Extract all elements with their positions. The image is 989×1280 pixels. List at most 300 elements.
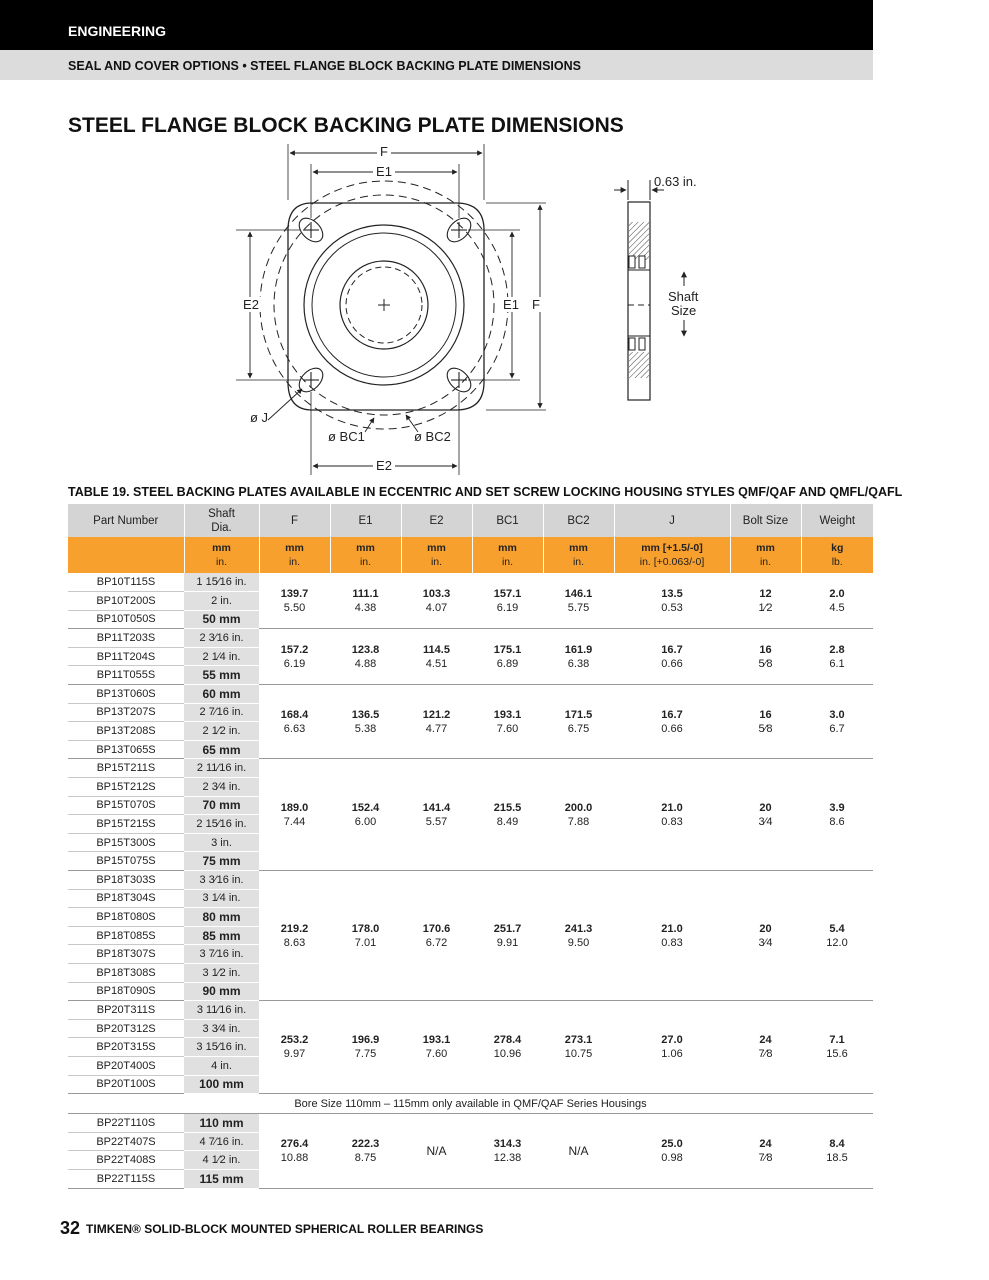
value-metric: 170.6 bbox=[422, 922, 451, 935]
table-header-row bbox=[68, 504, 873, 537]
value-bc2 bbox=[543, 573, 614, 629]
value-bolt bbox=[730, 1114, 801, 1188]
value-imperial: 5.75 bbox=[567, 601, 590, 614]
value-metric: 196.9 bbox=[351, 1034, 380, 1047]
value-imperial: 0.98 bbox=[661, 1151, 683, 1164]
value-e2 bbox=[401, 759, 472, 871]
dim-shaft: Shaft bbox=[668, 289, 699, 304]
part-number: BP18T303S bbox=[68, 871, 184, 890]
value-metric: 103.3 bbox=[422, 587, 451, 600]
value-imperial: 7.60 bbox=[425, 1048, 448, 1061]
table-row bbox=[68, 759, 873, 778]
value-j bbox=[614, 871, 730, 1001]
dim-e2-bottom: E2 bbox=[376, 458, 392, 473]
value-f bbox=[259, 871, 330, 1001]
shaft-dia: 85 mm bbox=[184, 926, 259, 945]
value-bc1 bbox=[472, 685, 543, 759]
value-imperial: 8.63 bbox=[283, 936, 306, 949]
value-metric: 21.0 bbox=[661, 801, 683, 814]
value-f bbox=[259, 759, 330, 871]
value-imperial: 4.88 bbox=[354, 657, 377, 670]
value-imperial: 7⁄8 bbox=[758, 1048, 773, 1061]
value-imperial: 0.83 bbox=[661, 936, 683, 949]
value-imperial: 6.75 bbox=[567, 722, 590, 735]
shaft-dia: 115 mm bbox=[184, 1169, 259, 1188]
unit-imperial: lb. bbox=[831, 556, 843, 568]
units-bc1 bbox=[472, 537, 543, 573]
value-metric: 276.4 bbox=[280, 1137, 309, 1150]
shaft-dia: 50 mm bbox=[184, 610, 259, 629]
value-f bbox=[259, 629, 330, 685]
value-j bbox=[614, 1001, 730, 1094]
part-number: BP18T090S bbox=[68, 982, 184, 1001]
dim-bc1: ø BC1 bbox=[328, 429, 365, 444]
value-metric: 241.3 bbox=[564, 922, 593, 935]
value-bolt bbox=[730, 685, 801, 759]
header-weight: Weight bbox=[801, 504, 873, 537]
units-e2 bbox=[401, 537, 472, 573]
value-metric: 161.9 bbox=[564, 643, 593, 656]
value-imperial: 5⁄8 bbox=[758, 657, 773, 670]
header-part: Part Number bbox=[68, 504, 184, 537]
value-bc1 bbox=[472, 573, 543, 629]
header-shaft-2: Dia. bbox=[211, 521, 232, 534]
value-weight bbox=[801, 1001, 873, 1094]
shaft-dia: 3 11⁄16 in. bbox=[184, 1001, 259, 1020]
header-shaft-1: Shaft bbox=[208, 507, 235, 520]
value-imperial: 4.07 bbox=[425, 601, 448, 614]
shaft-dia: 3 1⁄2 in. bbox=[184, 963, 259, 982]
header-e2: E2 bbox=[401, 504, 472, 537]
value-bolt bbox=[730, 1001, 801, 1094]
shaft-dia: 75 mm bbox=[184, 852, 259, 871]
value-e2 bbox=[401, 629, 472, 685]
shaft-dia: 3 3⁄16 in. bbox=[184, 871, 259, 890]
dim-size: Size bbox=[671, 303, 697, 318]
value-imperial: 0.83 bbox=[661, 815, 683, 828]
value-imperial: 6.1 bbox=[829, 657, 845, 670]
value-imperial: 6.38 bbox=[567, 657, 590, 670]
shaft-dia: 55 mm bbox=[184, 666, 259, 685]
value-imperial: 7.60 bbox=[496, 722, 519, 735]
part-number: BP20T312S bbox=[68, 1019, 184, 1038]
part-number: BP13T060S bbox=[68, 685, 184, 704]
part-number: BP22T408S bbox=[68, 1151, 184, 1170]
unit-metric: mm bbox=[285, 542, 304, 554]
part-number: BP18T085S bbox=[68, 926, 184, 945]
value-metric: 20 bbox=[759, 922, 772, 935]
value-metric: 171.5 bbox=[564, 708, 593, 721]
shaft-dia: 2 in. bbox=[184, 592, 259, 611]
units-shaft bbox=[184, 537, 259, 573]
part-number: BP20T311S bbox=[68, 1001, 184, 1020]
unit-metric: mm bbox=[569, 542, 588, 554]
value-j bbox=[614, 759, 730, 871]
value-imperial: 8.6 bbox=[829, 815, 845, 828]
dim-j: ø J bbox=[250, 410, 269, 425]
value-bolt bbox=[730, 573, 801, 629]
value-bc2 bbox=[543, 1001, 614, 1094]
part-number: BP18T308S bbox=[68, 963, 184, 982]
header-shaft bbox=[184, 504, 259, 537]
part-number: BP15T212S bbox=[68, 778, 184, 797]
value-metric: 3.0 bbox=[829, 708, 845, 721]
value-bc2 bbox=[543, 759, 614, 871]
part-number: BP15T070S bbox=[68, 796, 184, 815]
value-weight bbox=[801, 871, 873, 1001]
dim-e1-top: E1 bbox=[376, 164, 392, 179]
value-metric: 273.1 bbox=[564, 1034, 593, 1047]
shaft-dia: 100 mm bbox=[184, 1075, 259, 1094]
unit-metric: mm bbox=[756, 542, 775, 554]
value-bc1 bbox=[472, 1001, 543, 1094]
value-bc1 bbox=[472, 1114, 543, 1188]
value-metric: 21.0 bbox=[661, 922, 683, 935]
value-metric: 175.1 bbox=[493, 643, 522, 656]
part-number: BP20T315S bbox=[68, 1038, 184, 1057]
subsection-header bbox=[0, 50, 873, 80]
value-metric: 222.3 bbox=[351, 1137, 380, 1150]
units-e1 bbox=[330, 537, 401, 573]
value-imperial: 10.96 bbox=[493, 1048, 522, 1061]
part-number: BP13T207S bbox=[68, 703, 184, 722]
dim-bc2: ø BC2 bbox=[414, 429, 451, 444]
value-imperial: 12.0 bbox=[826, 936, 848, 949]
value-f bbox=[259, 1114, 330, 1188]
value-e1 bbox=[330, 759, 401, 871]
value-metric: 141.4 bbox=[422, 801, 451, 814]
value-f bbox=[259, 685, 330, 759]
unit-metric: mm bbox=[427, 542, 446, 554]
part-number: BP10T115S bbox=[68, 573, 184, 592]
value-metric: 121.2 bbox=[422, 708, 451, 721]
part-number: BP11T204S bbox=[68, 647, 184, 666]
value-imperial: 4.51 bbox=[425, 657, 448, 670]
value-e1 bbox=[330, 573, 401, 629]
part-number: BP13T208S bbox=[68, 722, 184, 741]
value-metric: 24 bbox=[759, 1137, 772, 1150]
value-metric: 178.0 bbox=[351, 922, 380, 935]
value-weight bbox=[801, 759, 873, 871]
part-number: BP15T215S bbox=[68, 815, 184, 834]
page-title: STEEL FLANGE BLOCK BACKING PLATE DIMENSIONS bbox=[68, 114, 624, 137]
shaft-dia: 90 mm bbox=[184, 982, 259, 1001]
shaft-dia: 110 mm bbox=[184, 1114, 259, 1133]
value-metric: 157.2 bbox=[280, 643, 309, 656]
part-number: BP15T211S bbox=[68, 759, 184, 778]
value-metric: 27.0 bbox=[661, 1034, 683, 1047]
value-metric: 25.0 bbox=[661, 1137, 683, 1150]
part-number: BP11T203S bbox=[68, 629, 184, 648]
value-imperial: 10.75 bbox=[564, 1048, 593, 1061]
shaft-dia: 3 1⁄4 in. bbox=[184, 889, 259, 908]
unit-imperial: in. bbox=[430, 556, 443, 568]
backing-plate-diagram bbox=[0, 138, 989, 478]
value-metric: 20 bbox=[759, 801, 772, 814]
part-number: BP18T307S bbox=[68, 945, 184, 964]
value-metric: 253.2 bbox=[280, 1034, 309, 1047]
table-row bbox=[68, 1114, 873, 1133]
page-number: 32 bbox=[60, 1218, 81, 1238]
unit-imperial: in. bbox=[759, 556, 772, 568]
value-metric: 278.4 bbox=[493, 1034, 522, 1047]
shaft-dia: 4 7⁄16 in. bbox=[184, 1132, 259, 1151]
value-j bbox=[614, 1114, 730, 1188]
value-metric: 123.8 bbox=[351, 643, 380, 656]
unit-imperial: in. bbox=[501, 556, 514, 568]
part-number: BP18T080S bbox=[68, 908, 184, 927]
value-metric: 152.4 bbox=[351, 801, 380, 814]
value-imperial: 5.57 bbox=[425, 815, 448, 828]
value-metric: 146.1 bbox=[564, 587, 593, 600]
table-note-row bbox=[68, 1094, 873, 1114]
value-e2 bbox=[401, 573, 472, 629]
value-imperial: 9.97 bbox=[283, 1048, 306, 1061]
shaft-dia: 70 mm bbox=[184, 796, 259, 815]
backing-plate-table bbox=[68, 504, 873, 1189]
value-imperial: 8.49 bbox=[496, 815, 519, 828]
value-metric: 193.1 bbox=[422, 1034, 451, 1047]
value-imperial: 6.72 bbox=[425, 936, 448, 949]
subsection-title: SEAL AND COVER OPTIONS • STEEL FLANGE BLOCK BACKING PLATE DIMENSIONS bbox=[68, 59, 581, 73]
dim-e1-right: E1 bbox=[503, 297, 519, 312]
part-number: BP22T407S bbox=[68, 1132, 184, 1151]
unit-imperial: in. [+0.063/-0] bbox=[639, 556, 705, 568]
part-number: BP20T400S bbox=[68, 1056, 184, 1075]
shaft-dia: 3 3⁄4 in. bbox=[184, 1019, 259, 1038]
value-weight bbox=[801, 685, 873, 759]
part-number: BP22T115S bbox=[68, 1169, 184, 1188]
shaft-dia: 2 7⁄16 in. bbox=[184, 703, 259, 722]
shaft-dia: 2 3⁄4 in. bbox=[184, 778, 259, 797]
value-bolt bbox=[730, 629, 801, 685]
value-imperial: 15.6 bbox=[826, 1048, 848, 1061]
value-e1 bbox=[330, 871, 401, 1001]
value-metric: 114.5 bbox=[423, 643, 450, 656]
unit-imperial: in. bbox=[215, 556, 228, 568]
value-metric: 7.1 bbox=[829, 1034, 845, 1047]
value-j bbox=[614, 685, 730, 759]
unit-imperial: in. bbox=[572, 556, 585, 568]
page-footer bbox=[60, 1218, 483, 1239]
value-metric: 219.2 bbox=[280, 922, 309, 935]
dim-f-right: F bbox=[532, 297, 540, 312]
value-bc2 bbox=[543, 629, 614, 685]
value-e1 bbox=[330, 629, 401, 685]
table-units-row bbox=[68, 537, 873, 573]
value-metric: 2.0 bbox=[829, 587, 845, 600]
value-imperial: 6.19 bbox=[496, 601, 519, 614]
unit-imperial: in. bbox=[288, 556, 301, 568]
value-weight bbox=[801, 1114, 873, 1188]
header-bc1: BC1 bbox=[472, 504, 543, 537]
unit-metric: mm [+1.5/-0] bbox=[641, 542, 703, 554]
value-f bbox=[259, 1001, 330, 1094]
unit-metric: mm bbox=[356, 542, 375, 554]
part-number: BP11T055S bbox=[68, 666, 184, 685]
header-bc2: BC2 bbox=[543, 504, 614, 537]
shaft-dia: 4 1⁄2 in. bbox=[184, 1151, 259, 1170]
dim-f-top: F bbox=[380, 144, 388, 159]
value-imperial: 7.44 bbox=[283, 815, 306, 828]
shaft-dia: 4 in. bbox=[184, 1056, 259, 1075]
value-imperial: 5.50 bbox=[283, 601, 306, 614]
value-metric: 111.1 bbox=[352, 587, 379, 600]
value-imperial: 6.89 bbox=[496, 657, 519, 670]
value-j bbox=[614, 629, 730, 685]
shaft-dia: 2 1⁄2 in. bbox=[184, 722, 259, 741]
value-imperial: 12.38 bbox=[493, 1151, 522, 1164]
value-imperial: 4.38 bbox=[354, 601, 377, 614]
table-row bbox=[68, 629, 873, 648]
table-row bbox=[68, 573, 873, 592]
value-e1 bbox=[330, 685, 401, 759]
shaft-dia: 2 3⁄16 in. bbox=[184, 629, 259, 648]
value-metric: 24 bbox=[759, 1034, 772, 1047]
value-imperial: 4.77 bbox=[425, 722, 448, 735]
table-row bbox=[68, 871, 873, 890]
value-imperial: 5⁄8 bbox=[758, 722, 773, 735]
value-bc1 bbox=[472, 629, 543, 685]
table-title: TABLE 19. STEEL BACKING PLATES AVAILABLE IN ECCENTRIC AND SET SCREW LOCKING HOUSING STYLES QMF/QAF AND QMFL/QAFL bbox=[68, 485, 903, 499]
value-metric: 5.4 bbox=[829, 922, 845, 935]
table-note: Bore Size 110mm – 115mm only available in QMF/QAF Series Housings bbox=[68, 1094, 873, 1114]
value-bc1 bbox=[472, 871, 543, 1001]
value-metric: 16.7 bbox=[661, 708, 683, 721]
unit-metric: kg bbox=[831, 542, 844, 554]
value-imperial: 4.5 bbox=[829, 601, 845, 614]
value-metric: 139.7 bbox=[280, 587, 309, 600]
units-f bbox=[259, 537, 330, 573]
unit-imperial: in. bbox=[359, 556, 372, 568]
part-number: BP18T304S bbox=[68, 889, 184, 908]
shaft-dia: 65 mm bbox=[184, 740, 259, 759]
shaft-dia: 3 15⁄16 in. bbox=[184, 1038, 259, 1057]
part-number: BP10T200S bbox=[68, 592, 184, 611]
value-metric: 200.0 bbox=[564, 801, 593, 814]
part-number: BP15T300S bbox=[68, 833, 184, 852]
value-bc2 bbox=[543, 871, 614, 1001]
table-row bbox=[68, 1001, 873, 1020]
shaft-dia: 1 15⁄16 in. bbox=[184, 573, 259, 592]
value-imperial: 0.66 bbox=[661, 722, 683, 735]
value-e1 bbox=[330, 1001, 401, 1094]
dim-thickness: 0.63 in. bbox=[654, 174, 697, 189]
value-imperial: 9.91 bbox=[496, 936, 519, 949]
shaft-dia: 3 7⁄16 in. bbox=[184, 945, 259, 964]
header-f: F bbox=[259, 504, 330, 537]
value-e2 bbox=[401, 685, 472, 759]
value-imperial: 18.5 bbox=[826, 1151, 848, 1164]
value-imperial: 6.63 bbox=[283, 722, 306, 735]
value-bolt bbox=[730, 871, 801, 1001]
value-imperial: 0.53 bbox=[661, 601, 683, 614]
part-number: BP13T065S bbox=[68, 740, 184, 759]
value-imperial: 8.75 bbox=[354, 1151, 377, 1164]
value-metric: 168.4 bbox=[280, 708, 309, 721]
header-e1: E1 bbox=[330, 504, 401, 537]
value-metric: 189.0 bbox=[280, 801, 309, 814]
shaft-dia: 60 mm bbox=[184, 685, 259, 704]
value-imperial: 6.7 bbox=[829, 722, 845, 735]
value-imperial: 3⁄4 bbox=[758, 815, 773, 828]
value-metric: 2.8 bbox=[829, 643, 845, 656]
header-bolt: Bolt Size bbox=[730, 504, 801, 537]
unit-metric: mm bbox=[212, 542, 231, 554]
header-j: J bbox=[614, 504, 730, 537]
section-header bbox=[0, 0, 873, 50]
value-metric: 16 bbox=[759, 643, 772, 656]
value-imperial: 7.88 bbox=[567, 815, 590, 828]
value-imperial: 10.88 bbox=[280, 1151, 309, 1164]
units-bolt bbox=[730, 537, 801, 573]
value-metric: 251.7 bbox=[493, 922, 522, 935]
value-metric: 314.3 bbox=[493, 1137, 522, 1150]
value-metric: 193.1 bbox=[493, 708, 522, 721]
value-imperial: 7.75 bbox=[354, 1048, 377, 1061]
value-j bbox=[614, 573, 730, 629]
units-weight bbox=[801, 537, 873, 573]
shaft-dia: 2 15⁄16 in. bbox=[184, 815, 259, 834]
value-metric: 136.5 bbox=[351, 708, 380, 721]
value-imperial: 6.19 bbox=[283, 657, 306, 670]
footer-text: TIMKEN® SOLID-BLOCK MOUNTED SPHERICAL ROLLER BEARINGS bbox=[86, 1221, 484, 1236]
value-bc2 bbox=[543, 685, 614, 759]
section-title: ENGINEERING bbox=[68, 23, 167, 39]
part-number: BP22T110S bbox=[68, 1114, 184, 1133]
value-metric: 215.5 bbox=[493, 801, 522, 814]
units-j bbox=[614, 537, 730, 573]
value-metric: 8.4 bbox=[829, 1137, 845, 1150]
shaft-dia: 2 11⁄16 in. bbox=[184, 759, 259, 778]
value-metric: 16.7 bbox=[661, 643, 683, 656]
shaft-dia: 80 mm bbox=[184, 908, 259, 927]
units-part bbox=[68, 537, 184, 573]
value-e2 bbox=[401, 1001, 472, 1094]
part-number: BP10T050S bbox=[68, 610, 184, 629]
value-metric: 16 bbox=[759, 708, 772, 721]
value-imperial: 7⁄8 bbox=[758, 1151, 773, 1164]
value-metric: 13.5 bbox=[661, 587, 683, 600]
units-bc2 bbox=[543, 537, 614, 573]
value-metric: 12 bbox=[759, 587, 772, 600]
value-metric: 3.9 bbox=[829, 801, 845, 814]
value-imperial: 3⁄4 bbox=[758, 936, 773, 949]
value-imperial: 7.01 bbox=[354, 936, 377, 949]
value-imperial: 1.06 bbox=[661, 1048, 683, 1061]
value-e1 bbox=[330, 1114, 401, 1188]
value-metric: 157.1 bbox=[493, 587, 522, 600]
value-imperial: 9.50 bbox=[567, 936, 590, 949]
value-f bbox=[259, 573, 330, 629]
shaft-dia: 3 in. bbox=[184, 833, 259, 852]
value-e2: N/A bbox=[401, 1114, 472, 1188]
table-row bbox=[68, 685, 873, 704]
value-bc2: N/A bbox=[543, 1114, 614, 1188]
value-imperial: 1⁄2 bbox=[758, 601, 773, 614]
value-bc1 bbox=[472, 759, 543, 871]
unit-metric: mm bbox=[498, 542, 517, 554]
dim-e2-left: E2 bbox=[243, 297, 259, 312]
shaft-dia: 2 1⁄4 in. bbox=[184, 647, 259, 666]
front-view bbox=[236, 144, 546, 475]
part-number: BP15T075S bbox=[68, 852, 184, 871]
value-weight bbox=[801, 573, 873, 629]
part-number: BP20T100S bbox=[68, 1075, 184, 1094]
value-weight bbox=[801, 629, 873, 685]
value-imperial: 5.38 bbox=[354, 722, 377, 735]
value-e2 bbox=[401, 871, 472, 1001]
